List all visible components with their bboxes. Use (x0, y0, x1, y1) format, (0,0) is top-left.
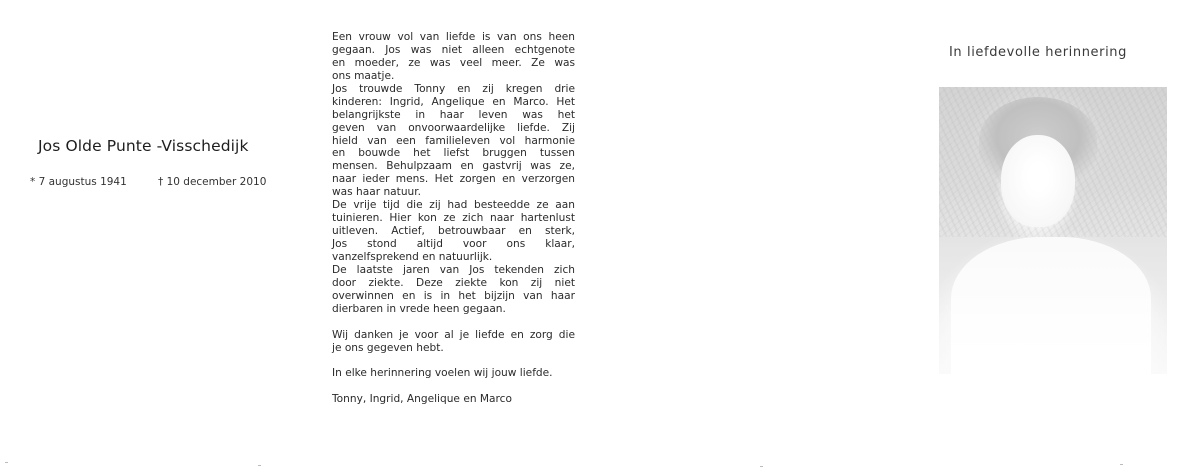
memory-title: In liefdevolle herinnering (949, 45, 1127, 60)
text-line: hield van een familieleven vol harmonie (332, 134, 575, 147)
text-line: Jos trouwde Tonny en zij kregen drie (332, 82, 575, 95)
text-line: tuinieren. Hier kon ze zich naar hartenlust (332, 212, 575, 225)
text-line: was haar natuur. (332, 186, 422, 199)
paragraph-gap (332, 316, 575, 329)
text-line: geven van onvoorwaardelijke liefde. Zij (332, 121, 575, 134)
scan-speck (1120, 464, 1123, 465)
text-line: vanzelfsprekend en natuurlijk. (332, 250, 493, 263)
text-line: belangrijkste in haar leven was het (332, 108, 575, 121)
photo-shoulders (951, 237, 1151, 374)
text-line: Jos stond altijd voor ons klaar, (332, 238, 575, 250)
birth-date: * 7 augustus 1941 (30, 176, 127, 188)
text-line: mensen. Behulpzaam en gastvrij was ze, (332, 160, 575, 173)
text-line: en moeder, ze was veel meer. Ze was (332, 56, 575, 69)
life-dates (30, 176, 267, 188)
thanks-line: Wij danken je voor al je liefde en zorg die (332, 328, 575, 341)
scan-speck (258, 465, 261, 466)
portrait-photo (939, 87, 1167, 374)
text-line: De vrije tijd die zij had besteedde ze aan (332, 199, 575, 212)
text-line: naar ieder mens. Het zorgen en verzorgen (332, 173, 575, 186)
text-line: kinderen: Ingrid, Angelique en Marco. Het (332, 95, 575, 108)
text-line: overwinnen en is in het bijzijn van haar (332, 289, 575, 302)
paragraph-gap (332, 354, 575, 367)
text-line: Een vrouw vol van liefde is van ons heen (332, 31, 575, 43)
text-line: ons maatje. (332, 69, 395, 82)
signature: Tonny, Ingrid, Angelique en Marco (332, 393, 512, 406)
death-date: † 10 december 2010 (158, 176, 267, 188)
text-line: De laatste jaren van Jos tekenden zich (332, 263, 575, 276)
text-line: dierbaren in vrede heen gegaan. (332, 302, 506, 315)
memorial-text (332, 31, 575, 406)
memory-line: In elke herinnering voelen wij jouw liefde. (332, 367, 553, 380)
text-line: en bouwde het liefst bruggen tussen (332, 147, 575, 160)
right-panel (930, 0, 1200, 473)
scan-speck (760, 466, 763, 467)
deceased-name: Jos Olde Punte -Visschedijk (38, 137, 249, 155)
text-line: gegaan. Jos was niet alleen echtgenote (332, 43, 575, 56)
thanks-line: je ons gegeven hebt. (332, 341, 444, 354)
scan-speck (5, 462, 8, 463)
left-panel (0, 0, 300, 473)
text-line: uitleven. Actief, betrouwbaar en sterk, (332, 225, 575, 238)
photo-face (1001, 135, 1075, 227)
paragraph-gap (332, 380, 575, 393)
text-line: door ziekte. Deze ziekte kon zij niet (332, 276, 575, 289)
